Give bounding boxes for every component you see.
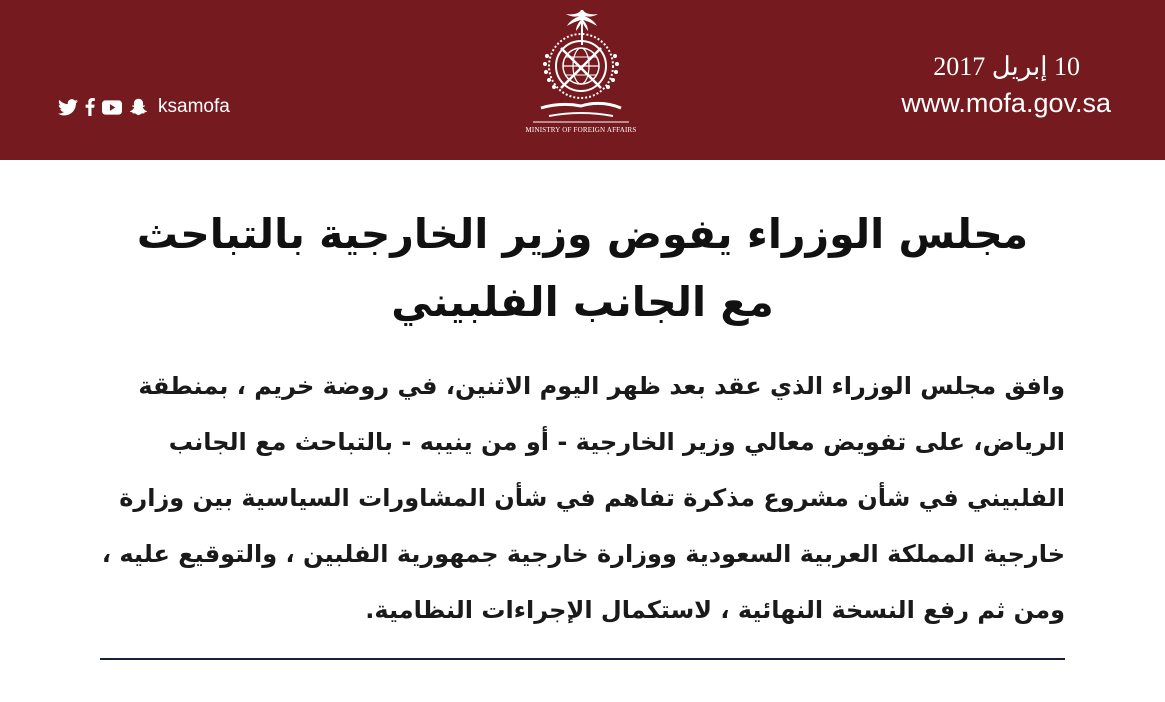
youtube-icon[interactable] (102, 97, 122, 117)
article-body (100, 358, 1065, 638)
body-line: وافق مجلس الوزراء الذي عقد بعد ظهر اليوم الاثنين، في روضة خريم ، بمنطقة (138, 372, 1065, 400)
title-line-1: مجلس الوزراء يفوض وزير الخارجية بالتباحث (136, 210, 1029, 258)
body-line: ومن ثم رفع النسخة النهائية ، لاستكمال الإجراءات النظامية. (365, 596, 1065, 624)
body-line: الفلبيني في شأن مشروع مذكرة تفاهم في شأن المشاورات السياسية بين وزارة (119, 484, 1065, 512)
body-line: الرياض، على تفويض معالي وزير الخارجية - أو من ينيبه - بالتباحث مع الجانب (168, 428, 1065, 456)
twitter-icon[interactable] (58, 97, 78, 117)
publish-date: 10 إبريل 2017 (933, 52, 1080, 81)
bottom-divider (100, 658, 1065, 660)
logo-caption: MINISTRY OF FOREIGN AFFAIRS (525, 126, 637, 134)
snapchat-icon[interactable] (128, 97, 148, 117)
facebook-icon[interactable] (84, 97, 96, 117)
website-url[interactable]: www.mofa.gov.sa (901, 88, 1111, 118)
body-line: خارجية المملكة العربية السعودية ووزارة خارجية جمهورية الفلبين ، والتوقيع عليه ، (101, 540, 1065, 568)
social-links (58, 96, 230, 118)
social-handle[interactable]: ksamofa (158, 96, 230, 117)
title-line-2: مع الجانب الفلبيني (391, 278, 774, 326)
header-banner (0, 0, 1165, 160)
article-title (100, 200, 1065, 336)
ministry-logo (519, 4, 643, 140)
